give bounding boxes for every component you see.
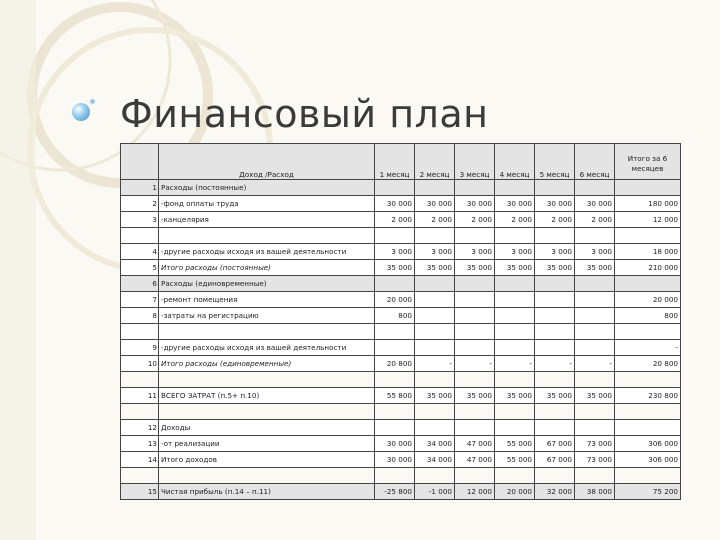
row-total: 180 000	[615, 196, 681, 212]
cell: 34 000	[415, 452, 455, 468]
cell	[535, 420, 575, 436]
row-number: 5	[121, 260, 159, 276]
financial-plan-table	[120, 143, 681, 500]
cell: 30 000	[415, 196, 455, 212]
cell: 30 000	[375, 436, 415, 452]
table-row	[121, 420, 681, 436]
cell: 30 000	[575, 196, 615, 212]
cell	[495, 420, 535, 436]
cell: -	[535, 356, 575, 372]
row-label: -фонд оплаты труда	[159, 196, 375, 212]
cell: 67 000	[535, 436, 575, 452]
row-label: -от реализации	[159, 436, 375, 452]
cell	[375, 276, 415, 292]
row-number: 10	[121, 356, 159, 372]
row-total: 75 200	[615, 484, 681, 500]
row-number: 8	[121, 308, 159, 324]
cell	[575, 180, 615, 196]
row-number: 3	[121, 212, 159, 228]
cell	[455, 292, 495, 308]
cell: 34 000	[415, 436, 455, 452]
cell	[415, 420, 455, 436]
row-total	[615, 420, 681, 436]
table-row	[121, 228, 681, 244]
spacer-row	[121, 372, 681, 388]
table-row	[121, 260, 681, 276]
cell: 800	[375, 308, 415, 324]
cell: 30 000	[375, 452, 415, 468]
cell: 38 000	[575, 484, 615, 500]
cell: 12 000	[455, 484, 495, 500]
table-row	[121, 244, 681, 260]
cell: 73 000	[575, 436, 615, 452]
cell: 35 000	[415, 260, 455, 276]
cell	[415, 308, 455, 324]
table-row	[121, 308, 681, 324]
cell	[575, 292, 615, 308]
cell: 2 000	[375, 212, 415, 228]
cell: 35 000	[535, 260, 575, 276]
cell: 35 000	[575, 388, 615, 404]
row-label: Итого расходы (единовременные)	[159, 356, 375, 372]
cell: 30 000	[375, 196, 415, 212]
row-number: 9	[121, 340, 159, 356]
cell	[455, 276, 495, 292]
cell: 20 800	[375, 356, 415, 372]
spacer-row	[121, 468, 681, 484]
row-total: 20 800	[615, 356, 681, 372]
row-number: 2	[121, 196, 159, 212]
cell: 3 000	[455, 244, 495, 260]
cell: 3 000	[415, 244, 455, 260]
cell	[495, 340, 535, 356]
row-number: 13	[121, 436, 159, 452]
cell: 35 000	[575, 260, 615, 276]
cell	[415, 180, 455, 196]
cell: -1 000	[415, 484, 455, 500]
row-number: 6	[121, 276, 159, 292]
cell	[495, 308, 535, 324]
cell: 32 000	[535, 484, 575, 500]
cell: 35 000	[375, 260, 415, 276]
row-total: 20 000	[615, 292, 681, 308]
cell: 2 000	[415, 212, 455, 228]
cell: 35 000	[495, 388, 535, 404]
row-total: -	[615, 340, 681, 356]
cell	[375, 340, 415, 356]
row-number: 14	[121, 452, 159, 468]
table-header	[121, 144, 681, 180]
cell: 2 000	[455, 212, 495, 228]
table-row	[121, 292, 681, 308]
cell: 2 000	[535, 212, 575, 228]
header-index-cell	[121, 144, 159, 180]
table-row	[121, 484, 681, 500]
cell	[575, 276, 615, 292]
cell: 47 000	[455, 436, 495, 452]
bullet-ball-icon	[72, 103, 90, 121]
row-number: 15	[121, 484, 159, 500]
row-number: 12	[121, 420, 159, 436]
header-month: 6 месяц	[575, 144, 615, 180]
cell	[455, 308, 495, 324]
cell	[575, 340, 615, 356]
row-total: 800	[615, 308, 681, 324]
cell: 30 000	[455, 196, 495, 212]
cell	[495, 292, 535, 308]
row-number: 11	[121, 388, 159, 404]
cell: -	[575, 356, 615, 372]
cell	[575, 420, 615, 436]
table-row	[121, 436, 681, 452]
cell	[535, 180, 575, 196]
table-row	[121, 324, 681, 340]
cell: 3 000	[495, 244, 535, 260]
bullet-dot-icon	[90, 99, 95, 104]
cell: -	[495, 356, 535, 372]
cell	[495, 180, 535, 196]
cell	[535, 340, 575, 356]
table-row	[121, 452, 681, 468]
row-label: -канцелярия	[159, 212, 375, 228]
row-number: 4	[121, 244, 159, 260]
row-number: 7	[121, 292, 159, 308]
cell	[535, 276, 575, 292]
cell	[455, 420, 495, 436]
row-label: Расходы (единовременные)	[159, 276, 375, 292]
row-label: -затраты на регистрацию	[159, 308, 375, 324]
cell	[455, 340, 495, 356]
spacer-row	[121, 404, 681, 420]
row-total: 12 000	[615, 212, 681, 228]
header-total: Итого за 6 месяцев	[615, 144, 681, 180]
row-label: -другие расходы исходя из вашей деятельности	[159, 244, 375, 260]
table-row	[121, 340, 681, 356]
cell: 35 000	[495, 260, 535, 276]
table-row	[121, 356, 681, 372]
cell: 67 000	[535, 452, 575, 468]
cell	[495, 276, 535, 292]
cell: 20 000	[495, 484, 535, 500]
row-label: Итого доходов	[159, 452, 375, 468]
header-month: 1 месяц	[375, 144, 415, 180]
table-row	[121, 276, 681, 292]
table-row	[121, 180, 681, 196]
cell: 55 800	[375, 388, 415, 404]
cell	[415, 292, 455, 308]
cell: 2 000	[575, 212, 615, 228]
cell	[535, 308, 575, 324]
cell: 35 000	[415, 388, 455, 404]
cell	[535, 292, 575, 308]
table-row	[121, 388, 681, 404]
table-row	[121, 212, 681, 228]
cell: 2 000	[495, 212, 535, 228]
cell	[575, 308, 615, 324]
cell	[375, 420, 415, 436]
row-total: 230 800	[615, 388, 681, 404]
row-label: -другие расходы исходя из вашей деятельности	[159, 340, 375, 356]
row-label: Чистая прибыль (п.14 – п.11)	[159, 484, 375, 500]
cell: -	[455, 356, 495, 372]
row-total: 306 000	[615, 436, 681, 452]
row-label: Доходы	[159, 420, 375, 436]
cell: 47 000	[455, 452, 495, 468]
row-total: 18 000	[615, 244, 681, 260]
cell: 55 000	[495, 452, 535, 468]
cell: 30 000	[535, 196, 575, 212]
cell: 35 000	[535, 388, 575, 404]
row-total: 210 000	[615, 260, 681, 276]
header-month: 2 месяц	[415, 144, 455, 180]
row-label: -ремонт помещения	[159, 292, 375, 308]
cell: 3 000	[375, 244, 415, 260]
cell	[455, 180, 495, 196]
cell: 35 000	[455, 388, 495, 404]
row-total	[615, 180, 681, 196]
cell	[415, 340, 455, 356]
cell: 73 000	[575, 452, 615, 468]
row-total: 306 000	[615, 452, 681, 468]
row-total	[615, 276, 681, 292]
cell: 3 000	[535, 244, 575, 260]
cell: 55 000	[495, 436, 535, 452]
cell: -25 800	[375, 484, 415, 500]
cell: 30 000	[495, 196, 535, 212]
row-label: Расходы (постоянные)	[159, 180, 375, 196]
header-month: 4 месяц	[495, 144, 535, 180]
cell	[375, 180, 415, 196]
row-number: 1	[121, 180, 159, 196]
cell: 20 000	[375, 292, 415, 308]
header-month: 5 месяц	[535, 144, 575, 180]
row-label: Итого расходы (постоянные)	[159, 260, 375, 276]
header-label: Доход /Расход	[159, 144, 375, 180]
row-label: ВСЕГО ЗАТРАТ (п.5+ п.10)	[159, 388, 375, 404]
table-row	[121, 196, 681, 212]
cell	[415, 276, 455, 292]
header-month: 3 месяц	[455, 144, 495, 180]
page-title: Финансовый план	[120, 92, 489, 136]
cell: 35 000	[455, 260, 495, 276]
cell: -	[415, 356, 455, 372]
cell: 3 000	[575, 244, 615, 260]
